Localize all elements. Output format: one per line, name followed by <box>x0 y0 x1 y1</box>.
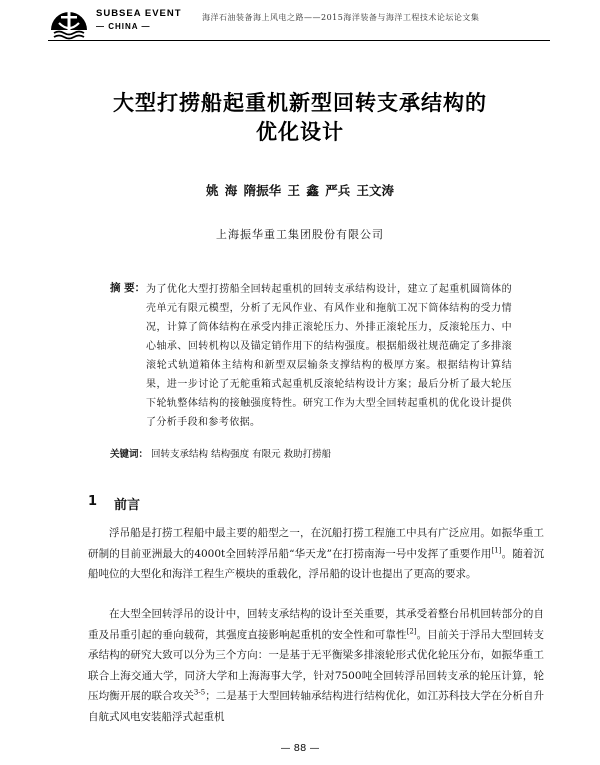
subsea-event-logo-icon <box>48 6 90 40</box>
paragraph-2-text-a: 在大型全回转浮吊的设计中，回转支承结构的设计至关重要，其承受着整台吊机回转部分的自重及吊重引起的垂向载荷，其强度直接影响起重机的安全性和可靠性 <box>88 608 544 641</box>
paper-title-line-1: 大型打捞船起重机新型回转支承结构的 <box>113 90 487 115</box>
citation-ref: [2] <box>406 627 417 636</box>
brand-name: SUBSEA EVENT <box>96 8 182 19</box>
header-divider <box>48 40 550 41</box>
citation-ref: 3-5 <box>193 688 206 697</box>
keywords-label: 关键词： <box>110 449 149 460</box>
paragraph-2-text-c: ；二是基于大型回转轴承结构进行结构优化，如江苏科技大学在分析自升自航式风电安装船浮式起重机 <box>88 690 545 723</box>
running-header: 海洋石油装备海上风电之路——2015海洋装备与海洋工程技术论坛论文集 <box>202 13 480 22</box>
paragraph-1-text-b: 。随着沉船吨位的大型化和海洋工程生产模块的重载化，浮吊船的设计也提出了更高的要求。 <box>88 547 544 581</box>
body-paragraph-1 <box>88 523 544 585</box>
paragraph-2-text-b: 。目前关于浮吊大型回转支承结构的研究大致可以分为三个方向：一是基于无平衡梁多排滚轮形式优化轮压分布，如振华重工联合上海交通大学，同济大学和上海海事大学，针对7500吨全回转浮吊回转支承的轮压计算，轮压均衡开展的联合攻关 <box>88 628 545 703</box>
keywords <box>110 446 331 460</box>
section-number: 1 <box>88 494 98 509</box>
page-number: — 88 — <box>280 743 320 754</box>
paper-title-line-2: 优化设计 <box>256 119 344 144</box>
keywords-text: 回转支承结构 结构强度 有限元 救助打捞船 <box>151 449 332 460</box>
brand-subtitle: — CHINA — <box>96 21 151 31</box>
affiliation: 上海振华重工集团股份有限公司 <box>216 228 384 241</box>
abstract-text: 为了优化大型打捞船全回转起重机的回转支承结构设计，建立了起重机圆筒体的壳单元有限元模型，分析了无风作业、有风作业和拖航工况下筒体结构的受力情况，计算了筒体结构在承受内排正滚轮压力、外排正滚轮压力，反滚轮压力、中心轴承、回转机构以及锚定销作用下的结构强度。根据船级社规范确定了多排滚滚轮式轨道箱体主结构和新型双层输条支撑结构的极厚方案。根据结构计算结果，进一步讨论了无舵重箱式起重机反滚轮结构设计方案；最后分析了最大轮压下轮轨整体结构的接触强度特性。研究工作为大型全回转起重机的优化设计提供了分析手段和参考依据。 <box>146 284 512 428</box>
section-title: 前言 <box>114 498 141 513</box>
brand-wordmark <box>96 9 182 31</box>
author-list: 姚 海 隋振华 王 鑫 严兵 王文涛 <box>205 183 395 198</box>
citation-ref: [1] <box>491 546 502 555</box>
body-paragraph-2 <box>88 604 544 728</box>
abstract-label: 摘 要： <box>110 282 146 294</box>
paragraph-1-text-a: 浮吊船是打捞工程船中最主要的船型之一，在沉船打捞工程施工中具有广泛应用。如振华重工研制的目前亚洲最大的4000t全回转浮吊船“华天龙”在打捞南海一号中发挥了重要作用 <box>88 527 544 560</box>
